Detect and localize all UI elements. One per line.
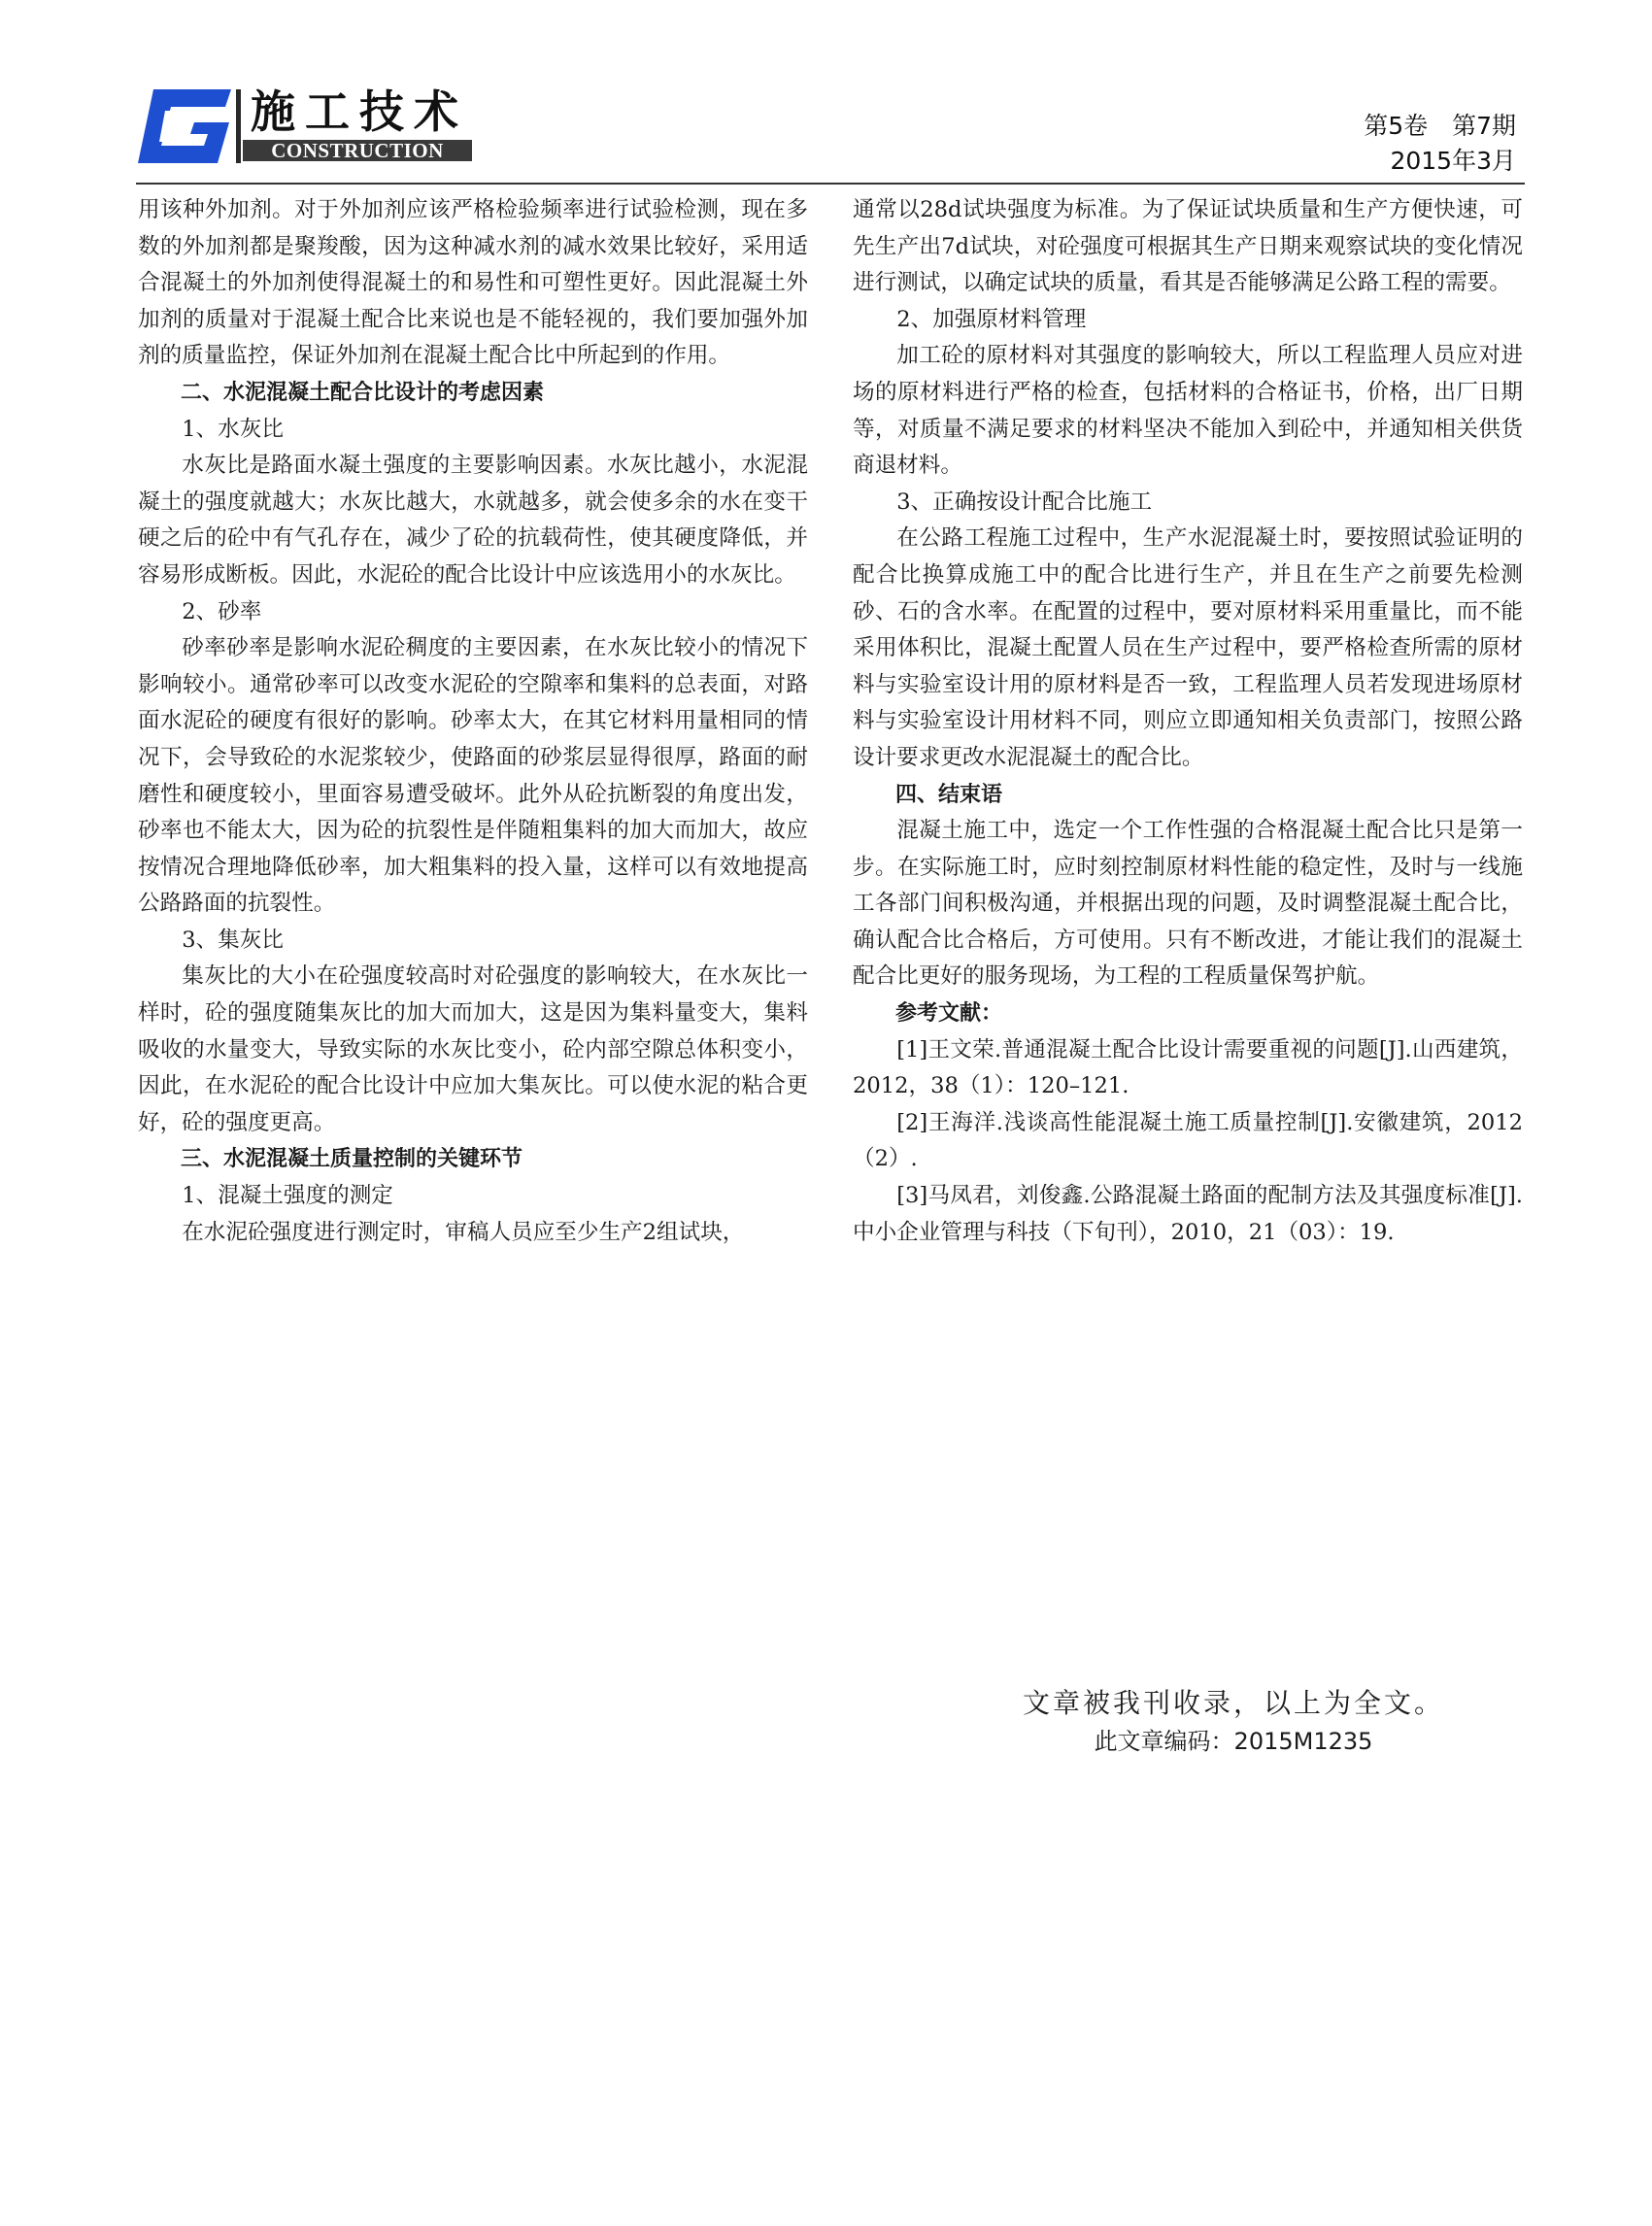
right-column (853, 192, 1523, 1251)
footer-article-code: 此文章编码：2015M1235 (1094, 1728, 1373, 1755)
body-paragraph: 用该种外加剂。对于外加剂应该严格检验频率进行试验检测，现在多数的外加剂都是聚羧酸，因为这种减水剂的减水效果比较好，采用适合混凝土的外加剂使得混凝土的和易性和可塑性更好。因此混凝土外加剂的质量对于混凝土配合比来说也是不能轻视的，我们要加强外加剂的质量监控，保证外加剂在混凝土配合比中所起到的作用。 (138, 197, 808, 369)
reference-item: [3]马凤君，刘俊鑫.公路混凝土路面的配制方法及其强度标准[J].中小企业管理与科技（下旬刊），2010，21（03）：19. (853, 1183, 1523, 1245)
section-heading: 三、水泥混凝土质量控制的关键环节 (181, 1147, 523, 1172)
section-heading: 四、结束语 (895, 782, 1003, 807)
body-paragraph: 通常以28d试块强度为标准。为了保证试块质量和生产方便快速，可先生产出7d试块，对砼强度可根据其生产日期来观察试块的变化情况进行测试，以确定试块的质量，看其是否能够满足公路工程的需要。 (853, 197, 1523, 296)
volume-issue: 第5卷 第7期 (1364, 112, 1516, 140)
body-paragraph: 混凝土施工中，选定一个工作性强的合格混凝土配合比只是第一步。在实际施工时，应时刻控制原材料性能的稳定性，及时与一线施工各部门间积极沟通，并根据出现的问题，及时调整混凝土配合比，确认配合比合格后，方可使用。只有不断改进，才能让我们的混凝土配合比更好的服务现场，为工程的工程质量保驾护航。 (853, 818, 1523, 990)
subsection-heading: 2、加强原材料管理 (896, 306, 1087, 332)
journal-logo-icon (136, 85, 233, 165)
footer-note (1000, 1683, 1467, 1759)
body-paragraph: 在公路工程施工过程中，生产水泥混凝土时，要按照试验证明的配合比换算成施工中的配合比进行生产，并且在生产之前要先检测砂、石的含水率。在配置的过程中，要对原材料采用重量比，而不能采用体积比，混凝土配置人员在生产过程中，要严格检查所需的原材料与实验室设计用的原材料是否一致，工程监理人员若发现进场原材料与实验室设计用材料不同，则应立即通知相关负责部门，按照公路设计要求更改水泥混凝土的配合比。 (853, 525, 1523, 770)
journal-name-en: CONSTRUCTION (243, 140, 472, 161)
page-header (0, 0, 1652, 185)
logo-divider (236, 89, 241, 163)
subsection-heading: 2、砂率 (182, 598, 262, 624)
subsection-heading: 1、水灰比 (182, 416, 284, 442)
reference-item: [2]王海洋.浅谈高性能混凝土施工质量控制[J].安徽建筑，2012（2）. (853, 1109, 1523, 1172)
subsection-heading: 1、混凝土强度的测定 (182, 1183, 393, 1209)
header-rule (136, 183, 1525, 185)
body-paragraph: 砂率砂率是影响水泥砼稠度的主要因素，在水灰比较小的情况下影响较小。通常砂率可以改变水泥砼的空隙率和集料的总表面，对路面水泥砼的硬度有很好的影响。砂率太大，在其它材料用量相同的情况下，会导致砼的水泥浆较少，使路面的砂浆层显得很厚，路面的耐磨性和硬度较小，里面容易遭受破坏。此外从砼抗断裂的角度出发，砂率也不能太大，因为砼的抗裂性是伴随粗集料的加大而加大，故应按情况合理地降低砂率，加大粗集料的投入量，这样可以有效地提高公路路面的抗裂性。 (138, 635, 808, 917)
section-heading: 二、水泥混凝土配合比设计的考虑因素 (181, 380, 545, 405)
journal-name: 施工技术 (251, 85, 468, 138)
reference-item: [1]王文荣.普通混凝土配合比设计需要重视的问题[J].山西建筑，2012，38（1）：120–121. (853, 1036, 1523, 1099)
left-column (138, 192, 808, 1251)
subsection-heading: 3、集灰比 (182, 927, 284, 953)
footer-acceptance-note: 文章被我刊收录，以上为全文。 (1022, 1687, 1444, 1719)
body-paragraph: 加工砼的原材料对其强度的影响较大，所以工程监理人员应对进场的原材料进行严格的检查，包括材料的合格证书，价格，出厂日期等，对质量不满足要求的材料坚决不能加入到砼中，并通知相关供货商退材料。 (853, 343, 1523, 479)
subsection-heading: 3、正确按设计配合比施工 (896, 489, 1153, 515)
body-paragraph: 水灰比是路面水凝土强度的主要影响因素。水灰比越小，水泥混凝土的强度就越大；水灰比越大，水就越多，就会使多余的水在变干硬之后的砼中有气孔存在，减少了砼的抗载荷性，使其硬度降低，并容易形成断板。因此，水泥砼的配合比设计中应该选用小的水灰比。 (138, 453, 808, 588)
issue-date: 2015年3月 (1390, 147, 1516, 175)
references-heading: 参考文献： (895, 1001, 1003, 1027)
body-paragraph: 在水泥砼强度进行测定时，审稿人员应至少生产2组试块， (182, 1219, 745, 1245)
issue-info (1364, 109, 1516, 179)
body-paragraph: 集灰比的大小在砼强度较高时对砼强度的影响较大，在水灰比一样时，砼的强度随集灰比的加大而加大，这是因为集料量变大，集料吸收的水量变大，导致实际的水灰比变小，砼内部空隙总体积变小，因此，在水泥砼的配合比设计中应加大集灰比。可以使水泥的粘合更好，砼的强度更高。 (138, 963, 808, 1135)
